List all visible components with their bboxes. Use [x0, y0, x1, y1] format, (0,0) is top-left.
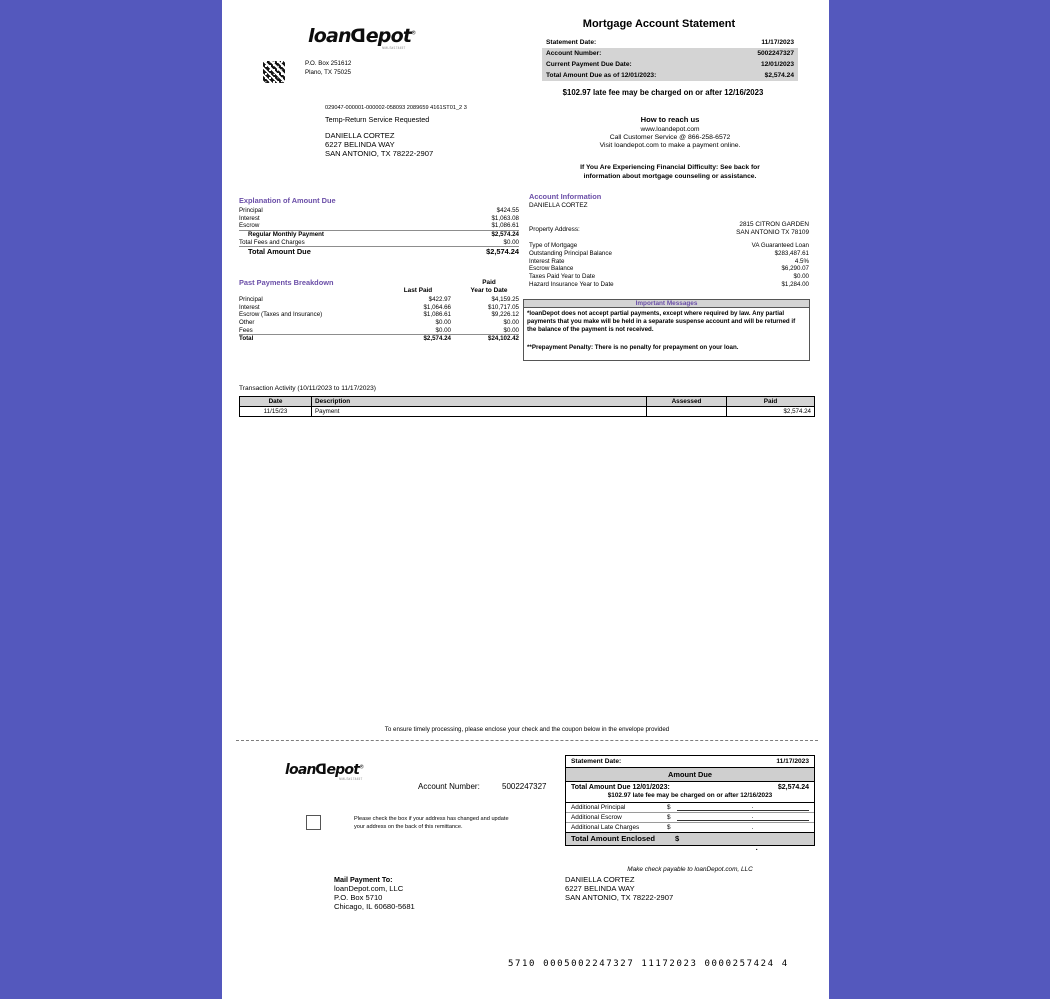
summary-label: Account Number: — [546, 50, 602, 57]
explanation-row — [239, 215, 519, 223]
additional-escrow-row[interactable] — [566, 813, 814, 823]
recipient-street: 6227 BELINDA WAY — [325, 140, 395, 149]
row-label: Escrow Balance — [529, 265, 574, 273]
row-value: $0.00 — [793, 273, 809, 281]
total-label: Total — [239, 334, 389, 342]
additional-principal-label: Additional Principal — [571, 804, 626, 811]
mail-payment-to-line3: Chicago, IL 60680-5681 — [334, 902, 415, 911]
explanation-row — [239, 230, 519, 238]
coupon-loandepot-logo — [285, 762, 363, 778]
total-last-paid: $2,574.24 — [389, 334, 451, 342]
explanation-value: $1,063.08 — [491, 214, 519, 222]
logo-text-epot: epot — [365, 25, 412, 47]
summary-value: 5002247327 — [757, 50, 794, 57]
coupon-total-due-label: Total Amount Due 12/01/2023: — [571, 784, 670, 791]
summary-label: Total Amount Due as of 12/01/2023: — [546, 72, 657, 79]
row-value: $6,290.07 — [781, 265, 809, 273]
txn-description: Payment — [312, 407, 647, 417]
explanation-label: Total Fees and Charges — [239, 238, 305, 246]
row-last-paid: $1,064.66 — [423, 303, 451, 311]
row-label: Other — [239, 319, 255, 327]
hardship-notice-line2: information about mortgage counseling or assistance. — [583, 173, 757, 180]
table-row — [239, 304, 519, 312]
recipient-citystatezip: SAN ANTONIO, TX 78222-2907 — [325, 149, 434, 158]
explanation-label: Escrow — [239, 222, 260, 230]
additional-principal-row[interactable] — [566, 803, 814, 813]
micr-line: 5710 0005002247327 11172023 0000257424 4 — [508, 959, 789, 969]
statement-page — [222, 0, 829, 999]
account-info-title: Account Information — [529, 192, 602, 201]
table-header-row — [240, 397, 815, 407]
row-value: $1,284.00 — [781, 280, 809, 288]
additional-late-charges-input[interactable]: . — [751, 824, 754, 831]
coupon-amount-due-band: Amount Due — [566, 768, 814, 782]
dollar-sign-icon: $ — [667, 814, 671, 821]
txn-assessed — [647, 407, 727, 417]
account-info-borrower: DANIELLA CORTEZ — [529, 202, 588, 209]
total-ytd: $24,102.42 — [451, 334, 519, 342]
table-row — [239, 311, 519, 319]
important-messages-body-1: *loanDepot does not accept partial payments, except where required by law. Any partial payments that you make will be held in a separate suspense account and will be returned if the balance of the payment is not received. — [527, 310, 796, 333]
coupon-amount-box — [565, 755, 815, 852]
additional-principal-input[interactable]: . — [677, 804, 809, 811]
explanation-value: $0.00 — [503, 238, 519, 246]
past-payments-table — [239, 296, 519, 343]
coupon-logo-nmls-id: NMLS#174457 — [339, 777, 363, 781]
coupon-statement-date-label: Statement Date: — [571, 758, 622, 765]
page-title: Mortgage Account Statement — [582, 18, 736, 30]
row-label: Type of Mortgage — [529, 242, 578, 250]
column-header-ytd: Year to Date — [470, 287, 508, 294]
payer-street: 6227 BELINDA WAY — [565, 884, 635, 893]
table-row — [239, 319, 519, 327]
total-enclosed-label: Total Amount Enclosed — [571, 834, 655, 843]
table-row-total — [239, 334, 519, 342]
payer-name: DANIELLA CORTEZ — [565, 875, 635, 884]
coupon-statement-date-row — [566, 756, 814, 768]
account-info-table — [529, 242, 809, 288]
transaction-activity-caption: Transaction Activity (10/11/2023 to 11/17/2023) — [239, 385, 376, 392]
explanation-row — [239, 238, 519, 246]
online-payment-note: Visit loandepot.com to make a payment online. — [599, 142, 741, 149]
row-label: Interest — [239, 303, 260, 311]
coupon-registered-mark-icon: ® — [359, 764, 364, 771]
explanation-value: $1,086.61 — [491, 222, 519, 230]
statement-summary — [542, 37, 798, 81]
payable-note: Make check payable to loanDepot.com, LLC — [627, 866, 753, 873]
coupon-logo-text-epot: epot — [326, 762, 360, 778]
coupon-account-number-label: Account Number: — [418, 782, 480, 791]
coupon-account-number-value: 5002247327 — [502, 782, 547, 791]
reach-us-title: How to reach us — [640, 115, 700, 124]
column-header-paid: Paid — [727, 397, 815, 407]
table-row — [529, 257, 809, 265]
website-link[interactable]: www.loandepot.com — [640, 126, 700, 133]
address-changed-checkbox[interactable] — [306, 815, 321, 830]
dollar-sign-icon: $ — [667, 804, 671, 811]
row-last-paid: $0.00 — [435, 326, 451, 334]
row-label: Outstanding Principal Balance — [529, 250, 612, 258]
property-address-line1: 2815 CITRON GARDEN — [739, 221, 809, 228]
explanation-value: $424.55 — [496, 207, 519, 215]
summary-value: 11/17/2023 — [761, 39, 794, 46]
row-ytd: $9,226.12 — [491, 311, 519, 319]
hardship-notice-line1: If You Are Experiencing Financial Difficulty: See back for — [580, 164, 760, 171]
summary-label: Current Payment Due Date: — [546, 61, 632, 68]
row-value: 4.5% — [794, 257, 809, 265]
summary-row — [542, 48, 798, 59]
table-row — [239, 326, 519, 334]
important-messages-title: Important Messages — [524, 300, 809, 308]
explanation-row — [239, 246, 519, 256]
explanation-value: $2,574.24 — [441, 246, 519, 256]
service-request-line: Temp-Return Service Requested — [325, 115, 430, 124]
transaction-activity-table — [239, 396, 815, 417]
row-last-paid: $0.00 — [435, 319, 451, 327]
coupon-total-due-block — [566, 782, 814, 803]
explanation-table — [239, 207, 519, 257]
coupon-statement-date-value: 11/17/2023 — [776, 758, 809, 765]
additional-escrow-input[interactable]: . — [677, 814, 809, 821]
additional-late-charges-label: Additional Late Charges — [571, 824, 640, 831]
summary-value: 12/01/2023 — [760, 61, 794, 68]
table-row — [529, 242, 809, 250]
row-label: Taxes Paid Year to Date — [529, 273, 596, 281]
coupon-total-due-value: $2,574.24 — [777, 784, 809, 791]
additional-escrow-label: Additional Escrow — [571, 814, 622, 821]
coupon-late-fee-notice: $102.97 late fee may be charged on or after 12/16/2023 — [607, 792, 773, 799]
table-row — [529, 273, 809, 281]
explanation-value: $2,574.24 — [441, 230, 519, 238]
column-header-description: Description — [312, 397, 647, 407]
datamatrix-barcode-icon — [262, 60, 286, 84]
explanation-title: Explanation of Amount Due — [239, 196, 336, 205]
return-address-line2: Plano, TX 75025 — [305, 69, 351, 76]
mail-payment-to-label: Mail Payment To: — [334, 875, 393, 884]
explanation-row — [239, 222, 519, 230]
past-payments-title: Past Payments Breakdown — [239, 278, 334, 287]
late-fee-notice: $102.97 late fee may be charged on or after 12/16/2023 — [562, 88, 764, 97]
explanation-row — [239, 207, 519, 215]
recipient-name: DANIELLA CORTEZ — [325, 131, 395, 140]
cut-line-divider — [236, 740, 818, 741]
table-row — [529, 250, 809, 258]
row-ytd: $0.00 — [503, 319, 519, 327]
summary-row — [542, 70, 798, 81]
property-address-line2: SAN ANTONIO TX 78109 — [736, 229, 809, 236]
dollar-sign-icon: $ — [667, 824, 671, 831]
table-row — [239, 296, 519, 304]
column-header-paid: Paid — [482, 279, 496, 286]
row-last-paid: $1,086.61 — [423, 311, 451, 319]
summary-value: $2,574.24 — [764, 72, 794, 79]
coupon-logo-reversed-d: D — [315, 762, 327, 778]
row-ytd: $0.00 — [503, 326, 519, 334]
explanation-label: Total Amount Due — [239, 246, 441, 256]
coupon-logo-text-loan: loan — [285, 762, 316, 778]
txn-paid: $2,574.24 — [727, 407, 815, 417]
imb-serial-line: 029047-000001-000002-058093 2089659 4161ST01_2 3 — [325, 105, 467, 111]
logo-reversed-d: D — [350, 25, 366, 47]
row-label: Escrow (Taxes and Insurance) — [239, 311, 323, 319]
row-ytd: $4,159.25 — [491, 296, 519, 304]
column-header-last-paid: Last Paid — [403, 287, 433, 294]
summary-row — [542, 59, 798, 70]
property-address-label: Property Address: — [529, 226, 580, 233]
logo-nmls-id: NMLS#174457 — [382, 46, 406, 50]
row-value: VA Guaranteed Loan — [751, 242, 809, 250]
row-ytd: $10,717.05 — [488, 303, 519, 311]
txn-date: 11/15/23 — [240, 407, 312, 417]
summary-row — [542, 37, 798, 48]
explanation-label: Interest — [239, 214, 260, 222]
payer-citystatezip: SAN ANTONIO, TX 78222-2907 — [565, 893, 674, 902]
explanation-label: Regular Monthly Payment — [239, 230, 441, 238]
column-header-date: Date — [240, 397, 312, 407]
row-label: Principal — [239, 296, 263, 304]
coupon-instruction: To ensure timely processing, please enclose your check and the coupon below in the envelope provided — [384, 726, 670, 733]
explanation-label: Principal — [239, 207, 263, 215]
row-last-paid: $422.97 — [428, 296, 451, 304]
mail-payment-to-line1: loanDepot.com, LLC — [334, 884, 404, 893]
additional-late-charges-row[interactable] — [566, 823, 814, 832]
table-row — [529, 280, 809, 288]
important-messages-body-2: **Prepayment Penalty: There is no penalty for prepayment on your loan. — [527, 344, 739, 352]
table-row — [240, 407, 815, 417]
column-header-assessed: Assessed — [647, 397, 727, 407]
return-address-line1: P.O. Box 251612 — [305, 60, 352, 67]
row-label: Fees — [239, 326, 253, 334]
registered-mark-icon: ® — [411, 30, 416, 37]
total-enclosed-row[interactable]: Total Amount Enclosed $ . — [566, 832, 814, 845]
important-messages-box — [523, 299, 810, 361]
mail-payment-to-line2: P.O. Box 5710 — [334, 893, 383, 902]
loandepot-logo — [308, 25, 415, 47]
customer-service-phone[interactable]: Call Customer Service @ 866-258-6572 — [609, 134, 731, 141]
row-label: Hazard Insurance Year to Date — [529, 280, 614, 288]
address-change-note-line2: your address on the back of this remittance. — [354, 824, 463, 830]
summary-label: Statement Date: — [546, 39, 597, 46]
table-row — [529, 265, 809, 273]
row-value: $283,487.61 — [774, 250, 809, 258]
total-enclosed-dollar-icon: $ — [675, 834, 680, 843]
row-label: Interest Rate — [529, 257, 565, 265]
logo-text-loan: loan — [308, 25, 351, 47]
address-change-note-line1: Please check the box if your address has changed and update — [354, 816, 509, 822]
